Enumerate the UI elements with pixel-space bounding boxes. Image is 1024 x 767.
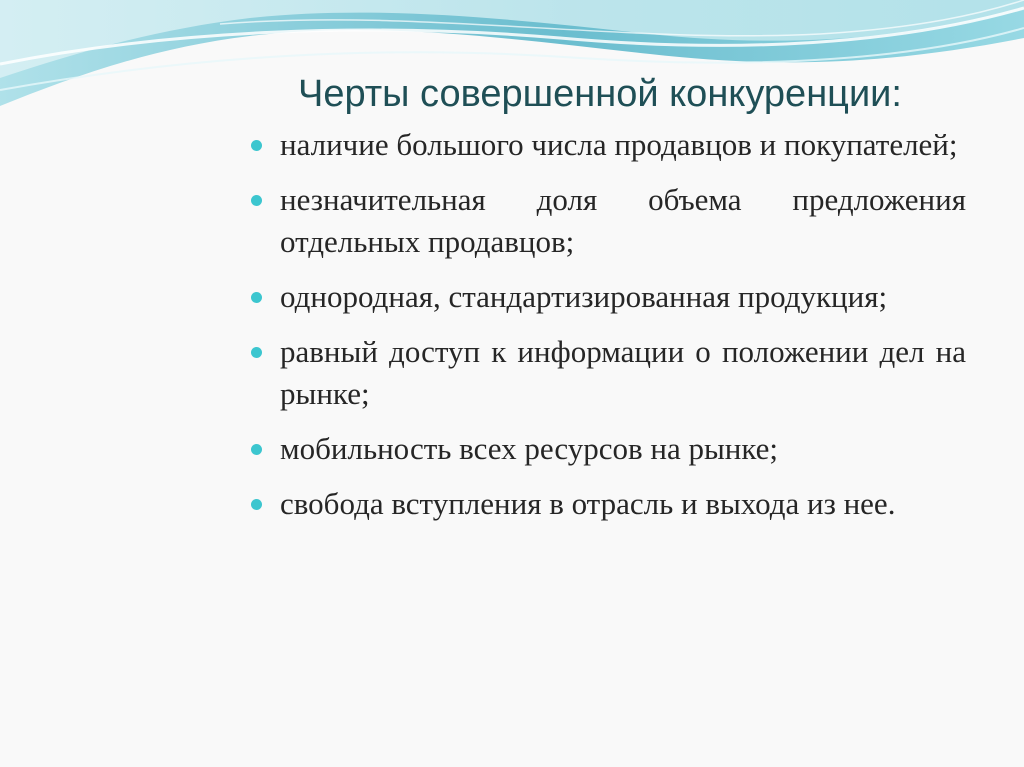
list-item [248, 428, 966, 470]
list-item [248, 331, 966, 415]
list-item [248, 179, 966, 263]
bullet-list [248, 124, 966, 538]
list-item-text: свобода вступления в отрасль и выхода из нее. [280, 486, 896, 521]
list-item-text: наличие большого числа продавцов и покупателей; [280, 127, 958, 162]
list-item-text: равный доступ к информации о положении дел на рынке; [280, 334, 966, 411]
list-item [248, 124, 966, 166]
bullet-icon [251, 292, 262, 303]
slide-title: Черты совершенной конкуренции: [298, 73, 902, 115]
bullet-icon [251, 140, 262, 151]
bullet-icon [251, 195, 262, 206]
list-item-text: незначительная доля объема предложения отдельных продавцов; [280, 182, 966, 259]
list-item-text: однородная, стандартизированная продукция; [280, 279, 888, 314]
bullet-icon [251, 347, 262, 358]
bullet-icon [251, 499, 262, 510]
list-item-text: мобильность всех ресурсов на рынке; [280, 431, 779, 466]
bullet-icon [251, 444, 262, 455]
list-item [248, 483, 966, 525]
list-item [248, 276, 966, 318]
